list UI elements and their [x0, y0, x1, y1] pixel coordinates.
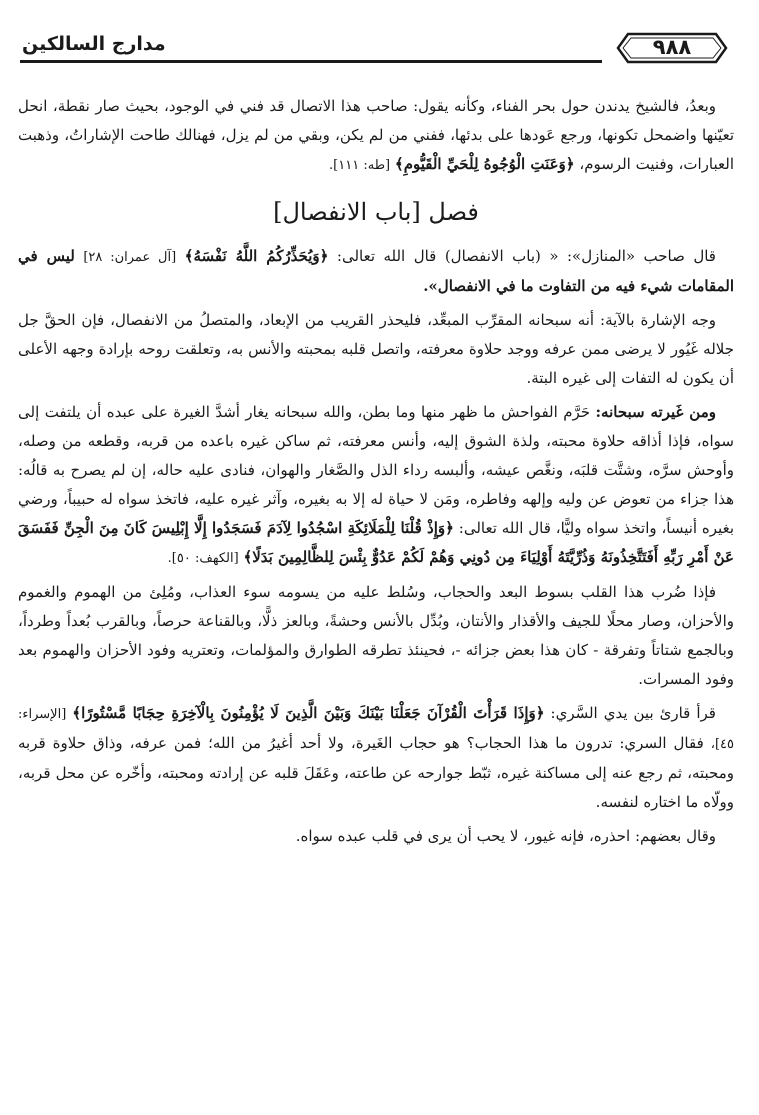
quran-verse: ﴿وَإِذَا قَرَأْتَ الْقُرْآنَ جَعَلْنَا بَيْنَكَ وَبَيْنَ الَّذِينَ لَا يُؤْمِنُونَ بِالْآخِرَةِ حِجَابًا مَّسْتُورًا﴾ — [72, 704, 545, 722]
quran-verse: ﴿وَعَنَتِ الْوُجُوهُ لِلْحَيِّ الْقَيُّومِ﴾ — [394, 155, 575, 173]
paragraph-text-2: فقال السري: تدرون ما هذا الحجاب؟ هو حجاب الغَيرة، ولا أحد أغيرُ من الله؛ فمن عرفه، وذاق حلاوة قربه ومحبته، ثم رجع عنه إلى مساكنة غيره، ثبّط جوارحه عن طاعته، وعَقَلَ قلبه عن إرادته ومحبته، وأخّره عن محل قربه، وولّاه ما اختاره لنفسه. — [18, 734, 734, 811]
paragraph-2 — [18, 242, 734, 301]
page-body — [18, 92, 734, 856]
verse-reference: [الإسراء: ٤٥]، — [18, 707, 734, 752]
page-number: ٩٨٨ — [652, 35, 692, 59]
paragraph-text: قرأ قارئ بين يدي السَّري: — [550, 704, 716, 722]
verse-reference: [آل عمران: ٢٨] — [83, 250, 177, 265]
paragraph-5: فإذا ضُرب هذا القلب بسوط البعد والحجاب، وسُلط عليه من يسومه سوء العذاب، ومُلِئ من الهموم والغموم والأحزان، وصار محلًا للجيف والأقذار والأنتان، وبُدِّل بالأنس وحشةً، وبالعز ذلًّا، وبالقناعة حرصاً، وبالقرب بُعداً وطرداً، وبالجمع شتاتاً وتفرقة - كان هذا بعض جزائه -، فحينئذ تطرقه الطوارق والمؤلمات، وتعتريه وفود الأحزان والهموم بعد وفود المسرات. — [18, 583, 734, 688]
section-title: فصل [باب الانفصال] — [273, 198, 479, 226]
page-number-frame — [616, 32, 728, 64]
verse-reference: [طه: ١١١]. — [329, 158, 391, 173]
paragraph-1 — [18, 92, 734, 180]
header-rule — [20, 60, 602, 63]
quran-verse: ﴿وَيُحَذِّرُكُمُ اللَّهُ نَفْسَهُ﴾ — [184, 247, 329, 265]
quran-verse: ﴿وَإِذْ قُلْنَا لِلْمَلَائِكَةِ اسْجُدُوا لِآدَمَ فَسَجَدُوا إِلَّا إِبْلِيسَ كَانَ مِنَ الْجِنِّ فَفَسَقَ عَنْ أَمْرِ رَبِّهِ أَفَتَتَّخِذُونَهُ وَذُرِّيَّتَهُ أَوْلِيَاءَ مِن دُونِي وَهُمْ لَكُمْ عَدُوٌّ بِئْسَ لِلظَّالِمِينَ بَدَلًا﴾ — [18, 519, 734, 566]
paragraph-text: وبعدُ، فالشيخ يدندن حول بحر الفناء، وكأنه يقول: صاحب هذا الاتصال قد فني في الوجود، بحيث صار نقطة، انحل تعيّنها واضمحل تكونها، ورجع عَودها على بدئها، ففني من لم يكن، وبقي من لم يزل، فهنالك طاحت الإشاراتُ، وذهبت العبارات، وفنيت الرسوم، — [18, 97, 734, 173]
paragraph-7: وقال بعضهم: احذره، فإنه غيور، لا يحب أن يرى في قلب عبده سواه. — [295, 827, 716, 845]
paragraph-6 — [18, 699, 734, 817]
quote-bold: ليس في المقامات شيء فيه من التفاوت ما في الانفصال». — [18, 247, 734, 295]
paragraph-text: قال صاحب «المنازل»: « (باب الانفصال) قال الله تعالى: — [336, 247, 716, 265]
book-title: مدارج السالكين — [22, 33, 166, 55]
paragraph-3: وجه الإشارة بالآية: أنه سبحانه المقرِّب المبعِّد، فليحذر القريب من الإبعاد، والمتصلُ من الانفصال، فإن الحقَّ جل جلاله غَيُور لا يرضى ممن عرفه ووجد حلاوة معرفته، واتصل قلبه بمحبته والأنس به، وتعلقت روحه بإرادة وجهه الأعلى أن يكون له التفات إلى غيره البتة. — [18, 311, 734, 387]
page-header — [20, 32, 740, 68]
verse-reference: [الكهف: ٥٠]. — [167, 551, 239, 566]
paragraph-4 — [18, 398, 734, 573]
paragraph-text: حَرَّم الفواحش ما ظهر منها وما بطن، والله سبحانه يغار أشدَّ الغيرة على عبده أن يلتفت إلى سواه، فإذا أذاقه حلاوة محبته، ولذة الشوق إليه، وأنس معرفته، ثم ساكن غيره باعده من قربه، وقطعه من وصله، وأوحش سرَّه، وشتَّت قلبَه، ونغَّص عيشه، وألبسه رداء الذل والصَّغار والهوان، فنادى عليه حاله، إن لم يصرح به قالُه: هذا جزاء من تعوض عن وليه وإلهه وفاطره، ومَن لا حياة له إلا به بغيره، وآثر غيره عليه، فاتخذ سواه له حبيباً، ورضي بغيره أنيساً، واتخذ سواه وليًّا، قال الله تعالى: — [18, 403, 734, 537]
paragraph-lead: ومن غَيرته سبحانه: — [595, 403, 716, 421]
